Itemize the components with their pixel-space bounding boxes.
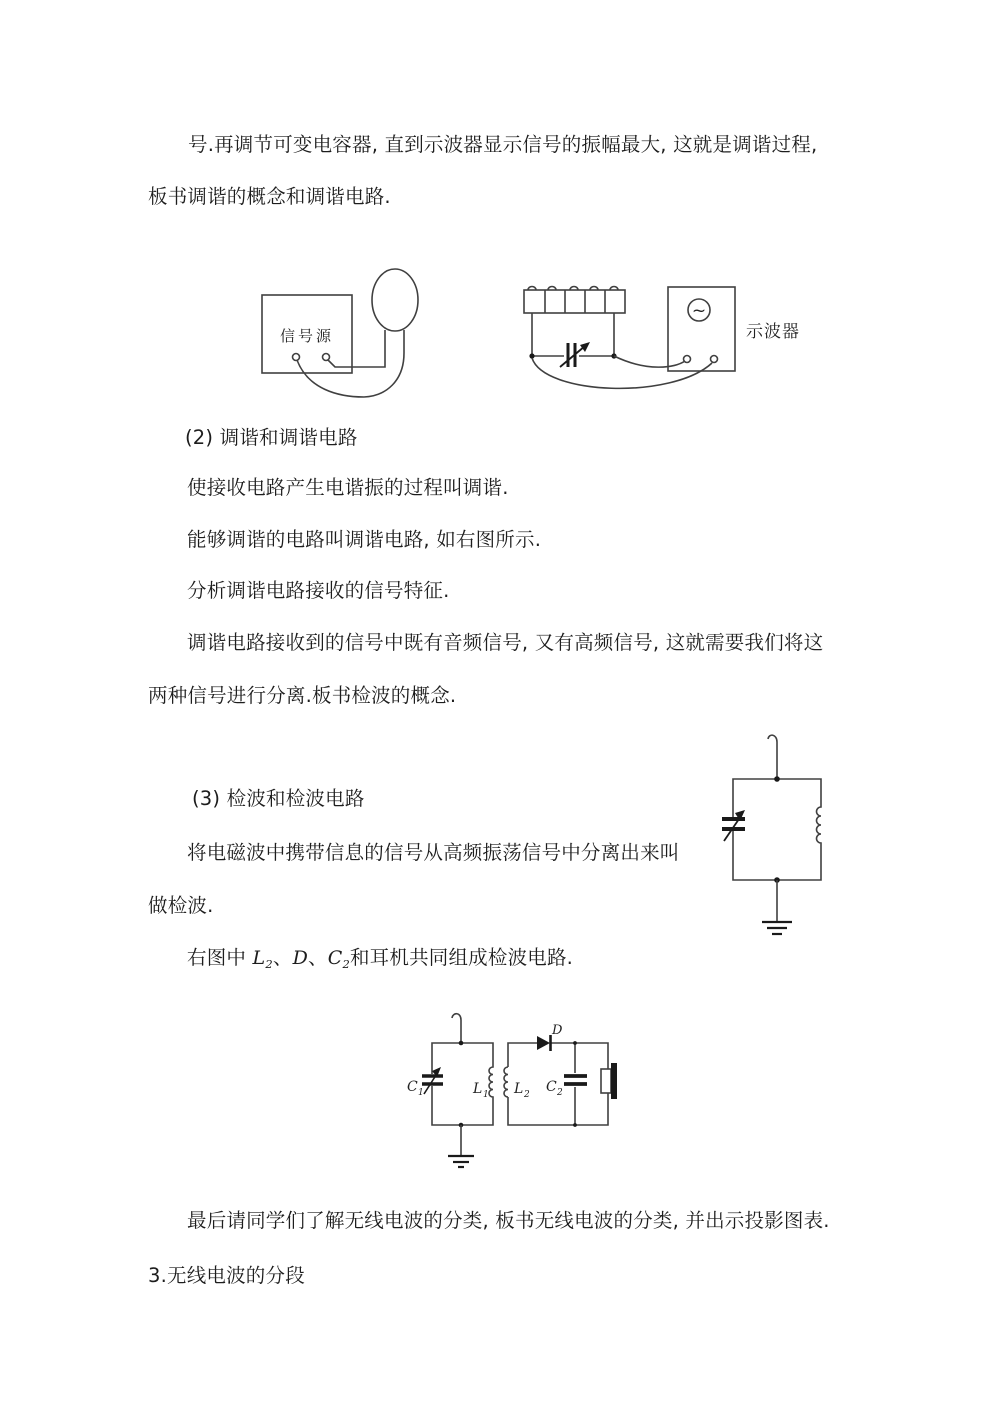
c2-label-sub: 2 bbox=[557, 1088, 563, 1098]
signal-source-box bbox=[262, 295, 352, 373]
l2-label: L bbox=[514, 1081, 524, 1097]
label-L2: L bbox=[252, 947, 266, 969]
junction-dot bbox=[573, 1123, 577, 1127]
label-D: D bbox=[292, 947, 308, 969]
d-label: D bbox=[552, 1023, 563, 1038]
label-C2-sub: 2 bbox=[342, 957, 350, 971]
c2-label: C bbox=[546, 1079, 557, 1095]
p12-prefix: 右图中 bbox=[187, 946, 253, 969]
p12-suffix: 和耳机共同组成检波电路. bbox=[349, 946, 574, 969]
diagram-detector-circuit bbox=[400, 1005, 630, 1175]
heading-section-3: (3) 检波和检波电路 bbox=[192, 787, 365, 810]
junction-dot bbox=[459, 1041, 464, 1046]
label-L2-sub: 2 bbox=[265, 957, 273, 971]
l1-label-sub: 1 bbox=[483, 1090, 489, 1100]
antenna-icon bbox=[452, 1014, 461, 1043]
antenna-icon bbox=[768, 735, 777, 779]
junction-dot bbox=[529, 353, 534, 358]
c1-label-sub: 1 bbox=[418, 1088, 424, 1098]
l2-label-sub: 2 bbox=[524, 1090, 530, 1100]
ground-icon bbox=[448, 1125, 474, 1167]
heading-section-2: (2) 调谐和调谐电路 bbox=[185, 426, 358, 449]
c1-label: C bbox=[407, 1079, 418, 1095]
para-detection-def-1: 将电磁波中携带信息的信号从高频振荡信号中分离出来叫 bbox=[187, 841, 680, 864]
l2-inductor-icon bbox=[504, 1067, 508, 1097]
oscilloscope-box bbox=[668, 287, 735, 371]
ground-icon bbox=[762, 880, 792, 934]
diagram-demo-setup bbox=[252, 250, 812, 410]
c2-capacitor-icon bbox=[564, 1041, 587, 1127]
oscilloscope-label: 示波器 bbox=[746, 322, 800, 342]
diode-icon bbox=[537, 1035, 551, 1051]
variable-capacitor-icon bbox=[529, 342, 616, 367]
terminal-icon bbox=[323, 354, 330, 361]
scope-wave-symbol: ~ bbox=[691, 301, 707, 321]
terminal-icon bbox=[711, 356, 718, 363]
junction-dot bbox=[774, 776, 780, 782]
para-resonance-def: 使接收电路产生电谐振的过程叫调谐. bbox=[187, 476, 509, 499]
para-board-writing: 板书调谐的概念和调谐电路. bbox=[148, 185, 391, 208]
diagram-tuning-circuit bbox=[712, 722, 842, 947]
para-tuning-circuit-def: 能够调谐的电路叫调谐电路, 如右图所示. bbox=[187, 528, 542, 551]
para-analyze-signal: 分析调谐电路接收的信号特征. bbox=[187, 579, 450, 602]
para-wave-classification: 最后请同学们了解无线电波的分类, 板书无线电波的分类, 并出示投影图表. bbox=[187, 1209, 830, 1232]
circuit-loop bbox=[733, 779, 821, 880]
signal-source-label: 信号源 bbox=[279, 327, 335, 345]
l1-label: L bbox=[473, 1081, 483, 1097]
terminal-icon bbox=[684, 356, 691, 363]
para-signal-types-1: 调谐电路接收到的信号中既有音频信号, 又有高频信号, 这就需要我们将这 bbox=[187, 631, 824, 654]
p12-sep1: 、 bbox=[272, 946, 293, 969]
para-detection-def-2: 做检波. bbox=[148, 894, 214, 917]
earphone-icon bbox=[601, 1063, 617, 1099]
para-detector-components bbox=[187, 946, 573, 972]
junction-dot bbox=[573, 1041, 577, 1045]
terminal-icon bbox=[293, 354, 300, 361]
para-signal-types-2: 两种信号进行分离.板书检波的概念. bbox=[148, 684, 457, 707]
p12-sep2: 、 bbox=[308, 946, 328, 969]
para-tuning-process: 号.再调节可变电容器, 直到示波器显示信号的振幅最大, 这就是调谐过程, bbox=[188, 133, 818, 156]
heading-wave-bands: 3.无线电波的分段 bbox=[148, 1264, 305, 1287]
label-C2: C bbox=[327, 947, 343, 969]
